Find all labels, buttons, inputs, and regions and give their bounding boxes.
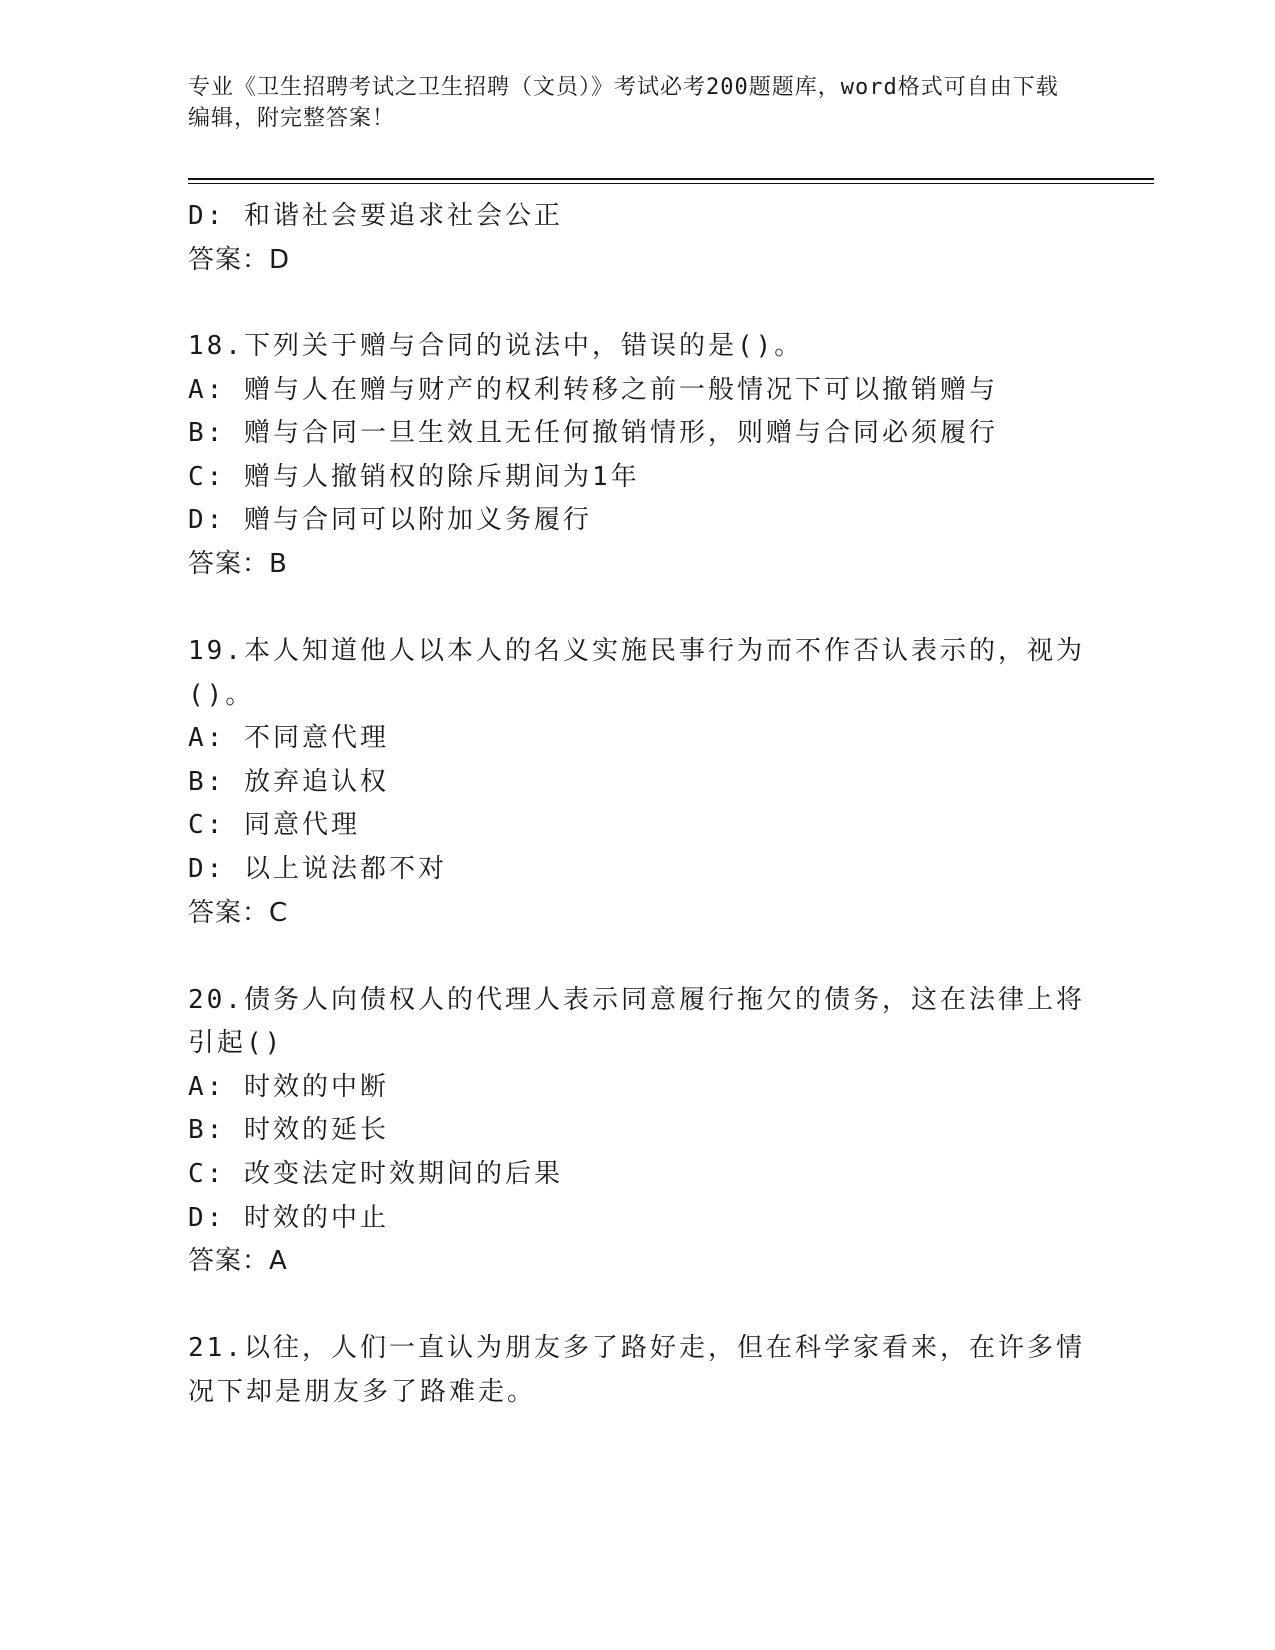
q20-option-b: B: 时效的延长 — [188, 1115, 389, 1145]
q21-stem-line1: 21.以往，人们一直认为朋友多了路好走，但在科学家看来，在许多情 — [188, 1333, 1085, 1363]
q18-option-c: C: 赠与人撤销权的除斥期间为1年 — [188, 462, 640, 492]
q20-option-a: A: 时效的中断 — [188, 1072, 389, 1102]
q20-answer: 答案：A — [188, 1246, 288, 1276]
q18-option-a: A: 赠与人在赠与财产的权利转移之前一般情况下可以撤销赠与 — [188, 375, 998, 405]
q20-stem-line2: 引起() — [188, 1028, 284, 1058]
q19-stem-line2: ()。 — [188, 680, 255, 710]
q20-stem-line1: 20.债务人向债权人的代理人表示同意履行拖欠的债务，这在法律上将 — [188, 985, 1085, 1015]
q19-answer: 答案：C — [188, 898, 289, 928]
q20-option-c: C: 改变法定时效期间的后果 — [188, 1159, 563, 1189]
q19-option-b: B: 放弃追认权 — [188, 767, 389, 797]
q19-option-a: A: 不同意代理 — [188, 723, 389, 753]
q19-option-d: D: 以上说法都不对 — [188, 854, 447, 884]
header-rule-thick — [188, 178, 1154, 180]
q17-option-d: D: 和谐社会要追求社会公正 — [188, 201, 563, 231]
q18-answer: 答案：B — [188, 549, 288, 579]
q19-stem-line1: 19.本人知道他人以本人的名义实施民事行为而不作否认表示的，视为 — [188, 636, 1085, 666]
q21-stem-line2: 况下却是朋友多了路难走。 — [188, 1377, 537, 1407]
q20-option-d: D: 时效的中止 — [188, 1203, 389, 1233]
q17-answer: 答案：D — [188, 245, 291, 275]
q18-option-b: B: 赠与合同一旦生效且无任何撤销情形，则赠与合同必须履行 — [188, 418, 998, 448]
q18-option-d: D: 赠与合同可以附加义务履行 — [188, 505, 592, 535]
page-header: 专业《卫生招聘考试之卫生招聘（文员）》考试必考200题题库，word格式可自由下载编辑，附完整答案！ — [188, 75, 1059, 131]
q19-option-c: C: 同意代理 — [188, 810, 360, 840]
header-rule-thin — [188, 183, 1154, 184]
q18-stem: 18.下列关于赠与合同的说法中，错误的是()。 — [188, 331, 804, 361]
